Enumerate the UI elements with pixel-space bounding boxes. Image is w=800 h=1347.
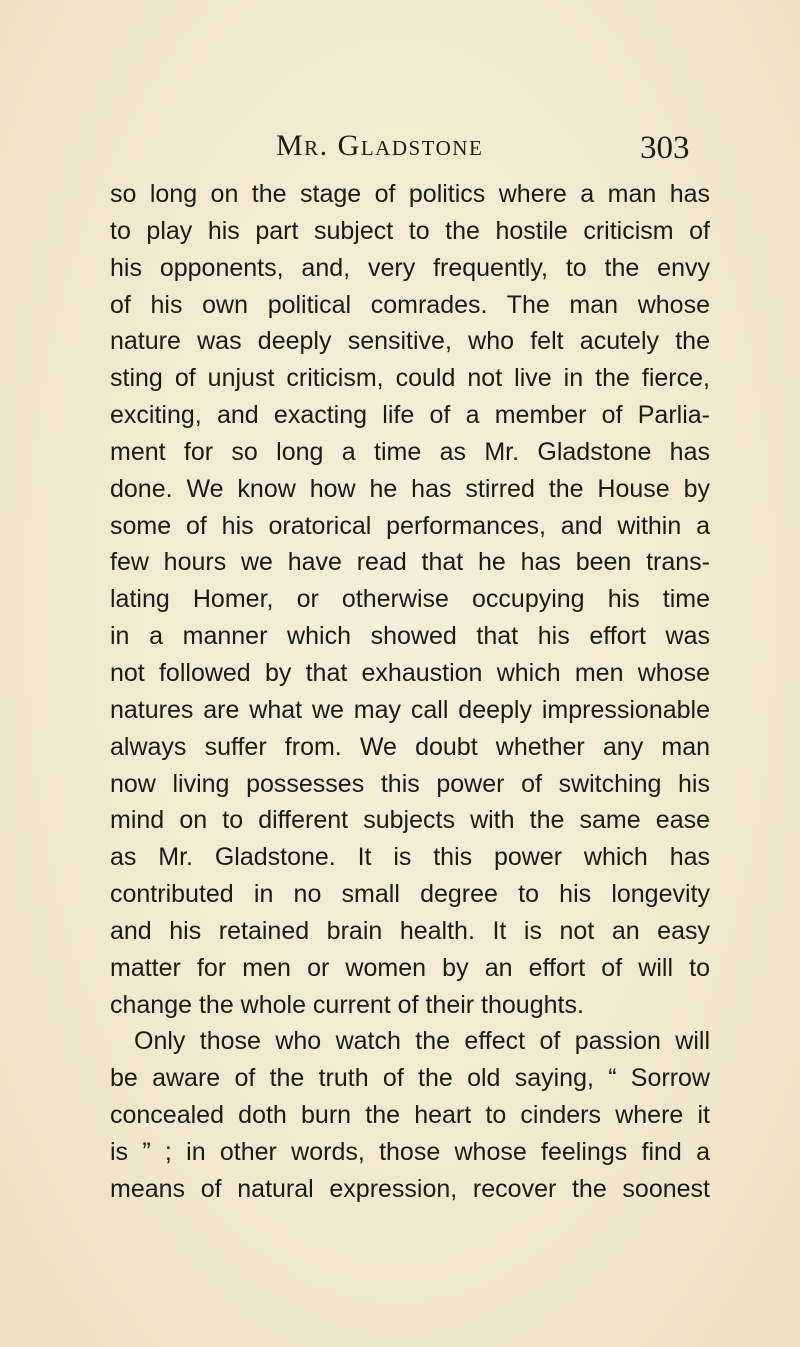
text-line: as Mr. Gladstone. It is this power which has	[110, 843, 710, 872]
running-title: Mr. Gladstone	[276, 129, 484, 162]
text-line: concealed doth burn the heart to cinders where it	[110, 1101, 710, 1130]
text-line: always suffer from. We doubt whether any man	[110, 732, 710, 761]
text-line: done. We know how he has stirred the House by	[110, 474, 710, 503]
text-line: so long on the stage of politics where a man has	[110, 180, 710, 208]
body-text	[110, 176, 710, 1208]
text-line: few hours we have read that he has been trans-	[110, 548, 710, 577]
text-line: mind on to different subjects with the same ease	[110, 806, 710, 835]
page-number: 303	[640, 130, 690, 166]
text-line: now living possesses this power of switching his	[110, 769, 710, 798]
text-line: change the whole current of their thoughts.	[110, 990, 584, 1019]
text-line: in a manner which showed that his effort was	[110, 622, 710, 651]
text-line: is ” ; in other words, those whose feelings find a	[110, 1137, 710, 1166]
text-line: and his retained brain health. It is not an easy	[110, 916, 710, 945]
text-line: of his own political comrades. The man whose	[110, 290, 710, 319]
text-line: means of natural expression, recover the soonest	[110, 1174, 710, 1203]
text-line: contributed in no small degree to his longevity	[110, 880, 710, 909]
text-line: his opponents, and, very frequently, to the envy	[110, 253, 710, 282]
text-line: some of his oratorical performances, and within a	[110, 511, 710, 540]
text-line: nature was deeply sensitive, who felt acutely the	[110, 327, 710, 356]
text-line: not followed by that exhaustion which men whose	[110, 658, 710, 687]
text-line: be aware of the truth of the old saying, “ Sorrow	[110, 1064, 710, 1093]
text-line: matter for men or women by an effort of will to	[110, 953, 710, 982]
running-header	[0, 128, 800, 168]
text-line: to play his part subject to the hostile criticism of	[110, 216, 710, 245]
text-line: lating Homer, or otherwise occupying his time	[110, 585, 710, 614]
text-line: ment for so long a time as Mr. Gladstone has	[110, 437, 710, 466]
text-line: natures are what we may call deeply impressionable	[110, 695, 710, 724]
text-line: sting of unjust criticism, could not live in the fierce,	[110, 364, 710, 393]
text-line: exciting, and exacting life of a member of Parlia-	[110, 401, 710, 430]
paragraph-start-line: Only those who watch the effect of passion will	[134, 1027, 710, 1056]
